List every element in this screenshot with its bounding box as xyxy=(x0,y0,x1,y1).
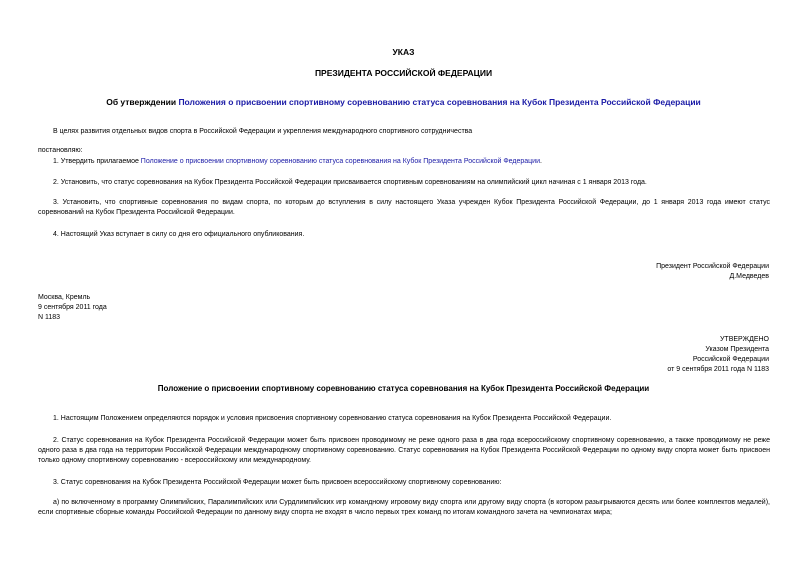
decree-issuer: ПРЕЗИДЕНТА РОССИЙСКОЙ ФЕДЕРАЦИИ xyxy=(314,68,493,78)
item-1-link[interactable]: Положение о присвоении спортивному соревнованию статуса соревнования на Кубок Президента Российской Федерации xyxy=(140,158,540,165)
decree-title-link[interactable]: Положения о присвоении спортивному соревнованию статуса соревнования на Кубок Президента Российской Федерации xyxy=(178,97,701,107)
decree-item-3: 3. Установить, что спортивные соревнования по видам спорта, по которым до вступления в силу настоящего Указа учрежден Кубок Президента Российской Федерации, до 1 января 2013 года имеют статус соревнований на Кубок Президента Российской Федерации. xyxy=(38,199,770,216)
approved-by: Указом Президента xyxy=(705,346,769,353)
regulation-title: Положение о присвоении спортивному соревнованию статуса соревнования на Кубок Президента Российской Федерации xyxy=(157,384,650,393)
approved-label: УТВЕРЖДЕНО xyxy=(719,336,769,343)
item-1-prefix: 1. Утвердить прилагаемое xyxy=(53,158,141,165)
decree-item-4: 4. Настоящий Указ вступает в силу со дня его официального опубликования. xyxy=(53,231,305,238)
signature-role: Президент Российской Федерации xyxy=(656,263,769,270)
item-1-suffix: . xyxy=(540,158,542,165)
regulation-para-3: 3. Статус соревнования на Кубок Президента Российской Федерации может быть присвоен всероссийскому спортивному соревнованию: xyxy=(53,479,502,486)
decree-title-prefix: Об утверждении xyxy=(106,97,179,107)
decree-item-1 xyxy=(38,157,770,167)
place-number: N 1183 xyxy=(38,314,61,321)
regulation-para-2: 2. Статус соревнования на Кубок Президента Российской Федерации может быть присвоен проводимому не реже одного раза в два года всероссийскому спортивному соревнованию, а также проводимому не реже одного раза в два года на территории Российской Федерации международному спортивному соревнованию. Статус соревнования на Кубок Президента Российской Федерации по одному виду спорта может быть присвоен только одному спортивному соревнованию - всероссийскому или международному. xyxy=(38,437,770,464)
decree-item-2: 2. Установить, что статус соревнования на Кубок Президента Российской Федерации присваивается спортивным соревнованиям на олимпийский цикл начиная с 1 января 2013 года. xyxy=(53,179,647,186)
preamble-text: В целях развития отдельных видов спорта в Российской Федерации и укрепления международного спортивного сотрудничества xyxy=(53,128,473,135)
regulation-para-1: 1. Настоящим Положением определяются порядок и условия присвоения спортивному соревнованию статуса соревнования на Кубок Президента Российской Федерации. xyxy=(53,415,612,422)
decree-heading: УКАЗ xyxy=(392,47,415,57)
place-date: 9 сентября 2011 года xyxy=(38,304,107,311)
postanovlyayu-text: постановляю: xyxy=(38,147,83,154)
approved-country: Российской Федерации xyxy=(692,356,769,363)
place-city: Москва, Кремль xyxy=(38,294,91,301)
signature-name: Д.Медведев xyxy=(729,273,769,280)
approved-date: от 9 сентября 2011 года N 1183 xyxy=(667,366,769,373)
regulation-para-3a: а) по включенному в программу Олимпийских, Паралимпийских или Сурдлимпийских игр командному игровому виду спорта или другому виду спорта (в котором разыгрываются десять или более комплектов медалей), если спортивные сборные команды Российской Федерации по данному виду спорта не входят в число первых трех команд по итогам командного зачета на чемпионатах мира; xyxy=(38,499,770,516)
decree-title xyxy=(0,97,807,107)
